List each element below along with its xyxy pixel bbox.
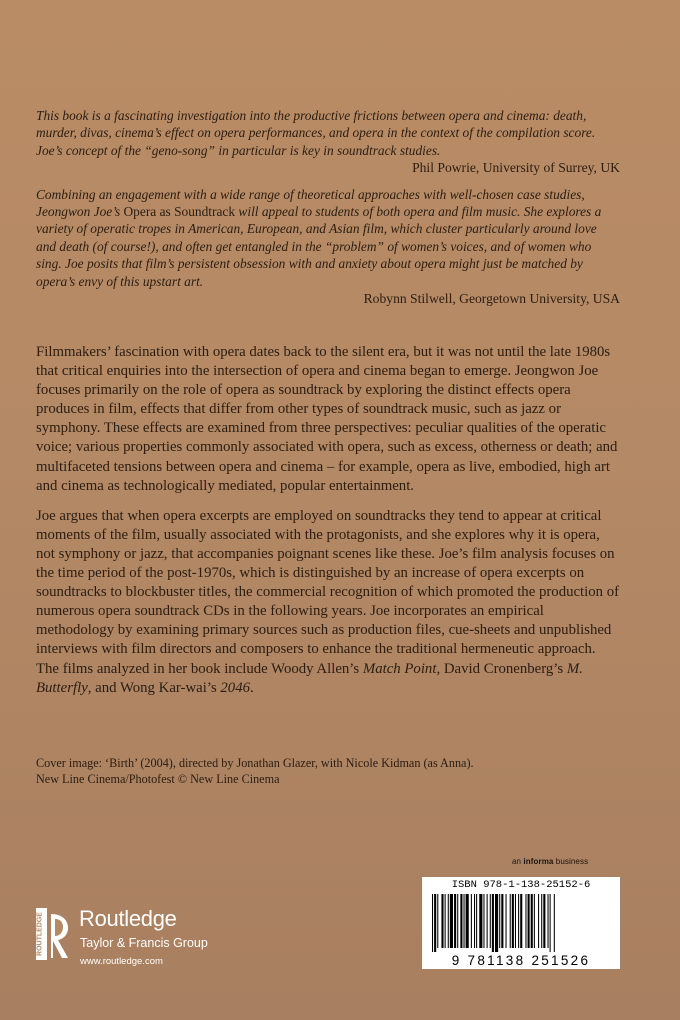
endorsement-2 (36, 186, 620, 308)
separator: , David Cronenberg’s (436, 660, 567, 677)
endorsement-attribution: Phil Powrie, University of Surrey, UK (412, 160, 620, 176)
barcode-bar (437, 894, 438, 948)
paragraph-end: . (250, 679, 254, 696)
barcode-bar (471, 894, 472, 948)
barcode-bar (454, 894, 456, 948)
film-title: M. Butterfly (36, 660, 583, 696)
endorsements (36, 107, 620, 307)
informa-tagline (512, 857, 588, 866)
book-description (36, 343, 620, 698)
barcode-bar (528, 894, 530, 948)
barcode-bar (432, 894, 433, 952)
barcode-bar (492, 894, 494, 952)
informa-suffix: business (553, 857, 589, 866)
description-paragraph-2 (36, 507, 620, 698)
barcode-bar (506, 894, 507, 948)
endorsement-1 (36, 107, 620, 177)
book-title: Opera as Soundtrack (123, 204, 236, 220)
barcode-bar (466, 894, 469, 948)
endorsement-text (36, 186, 620, 290)
publisher-name: Routledge (79, 906, 177, 931)
barcode-bar (476, 894, 477, 948)
publisher-group: Taylor & Francis Group (80, 936, 208, 950)
barcode-bar (434, 894, 436, 952)
barcode-bar (441, 894, 443, 948)
barcode-bar (554, 894, 555, 952)
barcode-bar (543, 894, 545, 948)
routledge-logo-text: ROUTLEDGE (36, 912, 44, 956)
separator: , and Wong Kar-wai’s (87, 679, 221, 696)
endorsement-attribution: Robynn Stilwell, Georgetown University, USA (363, 291, 620, 307)
barcode-bar (512, 894, 514, 948)
barcode-bar (483, 894, 484, 948)
publisher-block (34, 906, 234, 976)
barcode-bar (548, 894, 549, 948)
barcode-bar (450, 894, 453, 948)
informa-brand: informa (523, 857, 554, 866)
cover-credit (36, 755, 620, 787)
barcode-bar (464, 894, 465, 948)
barcode-bar (510, 894, 511, 948)
barcode-bar (541, 894, 542, 948)
endorsement-text: This book is a fascinating investigation into the productive frictions between opera and cinema: death, murder, divas, cinema’s effect on opera performances, and opera in the context of the compilation score. Joe’s concept of the “geno-song” in particular is key in soundtrack studies. (36, 108, 596, 158)
barcode-bar (501, 894, 503, 948)
film-title: 2046 (220, 679, 250, 696)
publisher-url: www.routledge.com (80, 956, 163, 967)
routledge-logo-icon (34, 906, 74, 962)
isbn-label: ISBN 978-1-138-25152-6 (451, 879, 591, 891)
barcode-bar (525, 894, 526, 948)
barcode-bar (445, 894, 446, 948)
barcode-bar (515, 894, 516, 948)
barcode-bar (479, 894, 482, 948)
cover-credit-line-2: New Line Cinema/Photofest © New Line Cinema (36, 772, 280, 786)
barcode-bar (550, 894, 551, 952)
cover-credit-line-1: Cover image: ‘Birth’ (2004), directed by Jonathan Glazer, with Nicole Kidman (as Anna). (36, 756, 474, 770)
barcode-bar (518, 894, 519, 948)
barcode-bar (538, 894, 539, 948)
barcode-bar (460, 894, 462, 948)
barcode-bar (520, 894, 522, 948)
barcode-bar (490, 894, 491, 948)
barcode-bar (495, 894, 498, 952)
barcode-bar (457, 894, 458, 948)
endorsement-text-start: Combining an engagement with a wide range of theoretical approaches with well-chosen case studies, Jeongwon Joe’s (36, 186, 585, 220)
paragraph-2-text: Joe argues that when opera excerpts are employed on soundtracks they tend to appear at critical moments of the film, usually associated with the protagonists, and she explores why it is opera, not symphony or jazz, that accompanies poignant scenes like these. Joe’s film analysis focuses on the time period of the post-1970s, which is distinguished by an increase of opera excerpts on soundtracks to blockbuster titles, the commercial recognition of which promoted the production of numerous opera soundtrack CDs in the following years. Joe incorporates an empirical methodology by examining primary sources such as production files, cue-sheets and unpublished interviews with film directors and composers to enhance the traditional hermeneutic approach. The films analyzed in her book include Woody Allen’s (36, 507, 620, 677)
informa-prefix: an (512, 857, 524, 866)
isbn-barcode (422, 877, 620, 969)
film-title: Match Point (362, 660, 437, 677)
barcode-bars (430, 894, 612, 952)
endorsement-text-end: will appeal to students of both opera and film music. She explores a variety of operatic tropes in American, European, and Asian film, which cluster particularly around love and death (of course!), and often get entangled in the “problem” of women’s voices, and of women who sing. Joe posits that film’s persistent obsession with and anxiety about opera might just be matched by opera’s envy of this upstart art. (36, 204, 602, 289)
barcode-bar (499, 894, 500, 948)
barcode-digits: 9 781138 251526 (451, 953, 591, 968)
barcode-bar (487, 894, 488, 948)
barcode-bar (448, 894, 449, 948)
barcode-bar (474, 894, 475, 948)
description-paragraph-1: Filmmakers’ fascination with opera dates back to the silent era, but it was not until the late 1980s that critical enquiries into the intersection of opera and cinema began to emerge. Jeongwon Joe focuses primarily on the role of opera as soundtrack by exploring the distinct effects opera produces in film, effects that differ from other types of soundtrack music, such as jazz or symphony. These effects are examined from three perspectives: peculiar qualities of the operatic voice; various properties commonly associated with opera, such as excess, otherness or death; and multifaceted tensions between opera and cinema – for example, opera as live, embodied, high art and cinema as technologically mediated, popular entertainment. (36, 344, 618, 494)
barcode-bar (534, 894, 535, 948)
barcode-bar (531, 894, 533, 948)
